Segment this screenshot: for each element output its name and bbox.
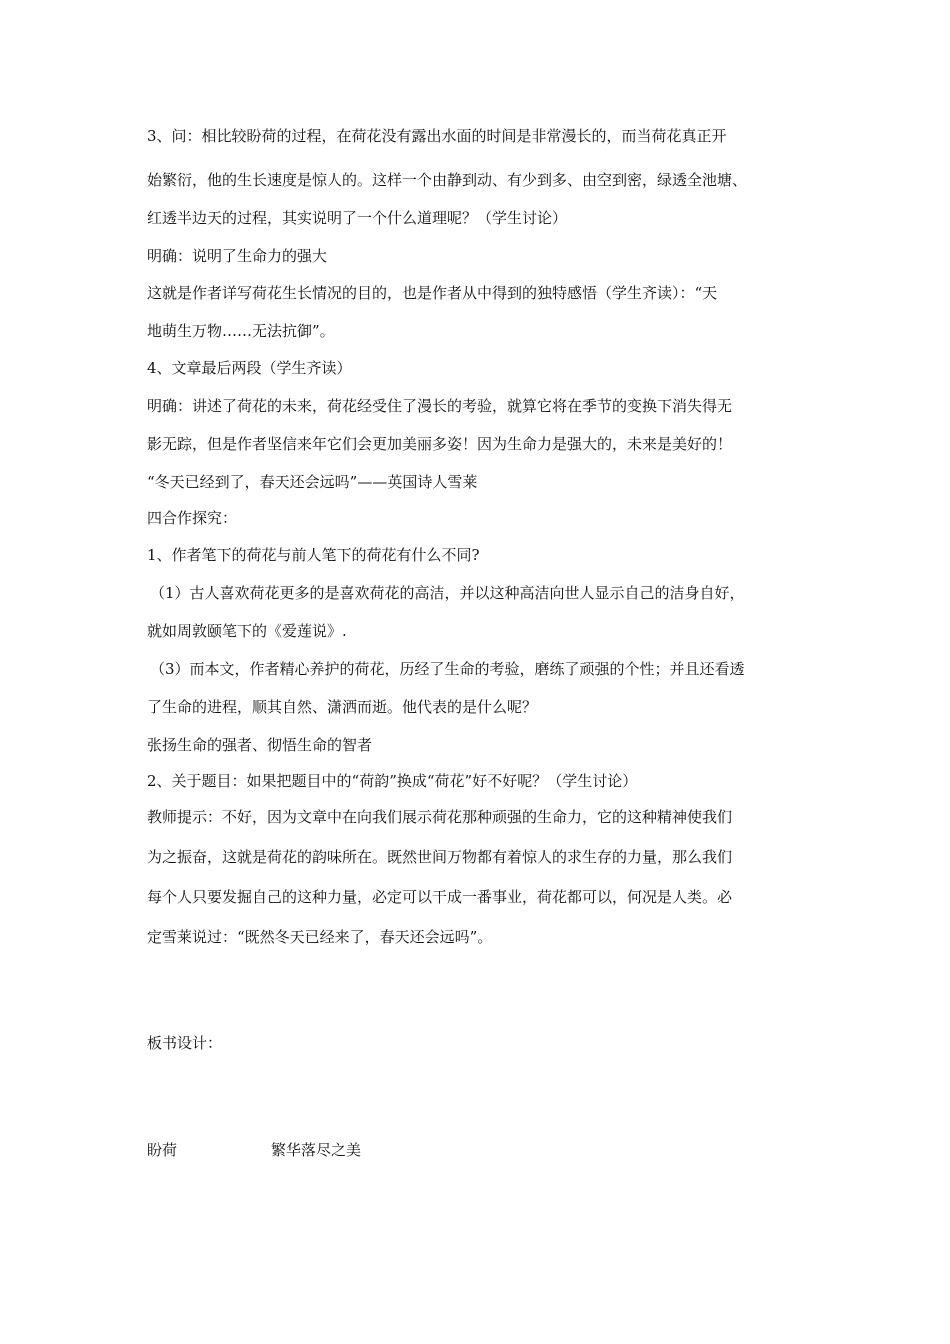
- section-heading: 四合作探究：: [147, 509, 238, 527]
- paragraph-line: （3）而本文，作者精心养护的荷花，历经了生命的考验，磨练了顽强的个性；并且还看透: [150, 660, 745, 678]
- paragraph-line: （1）古人喜欢荷花更多的是喜欢荷花的高洁，并以这种高洁向世人显示自己的洁身自好，: [150, 584, 745, 602]
- paragraph-line: 始繁衍，他的生长速度是惊人的。这样一个由静到动、有少到多、由空到密，绿透全池塘、: [147, 171, 748, 189]
- paragraph-line: 4、文章最后两段（学生齐读）: [147, 359, 352, 377]
- paragraph-line: 1、作者笔下的荷花与前人笔下的荷花有什么不同?: [147, 546, 480, 564]
- paragraph-line: 明确：讲述了荷花的未来，荷花经受住了漫长的考验，就算它将在季节的变换下消失得无: [147, 397, 733, 415]
- paragraph-line: 教师提示：不好，因为文章中在向我们展示荷花那种顽强的生命力，它的这种精神使我们: [147, 808, 733, 826]
- paragraph-line: 每个人只要发掘自己的这种力量，必定可以干成一番事业，荷花都可以，何况是人类。必: [147, 888, 733, 906]
- paragraph-line: 影无踪，但是作者坚信来年它们会更加美丽多姿！因为生命力是强大的，未来是美好的！: [147, 435, 733, 453]
- paragraph-line: 张扬生命的强者、彻悟生命的智者: [147, 736, 373, 754]
- paragraph-line: 2、关于题目：如果把题目中的“荷韵”换成“荷花”好不好呢？（学生讨论）: [147, 772, 638, 790]
- paragraph-line: 了生命的进程，顺其自然、潇洒而逝。他代表的是什么呢？: [147, 698, 538, 716]
- paragraph-line: 为之振奋，这就是荷花的韵味所在。既然世间万物都有着惊人的求生存的力量，那么我们: [147, 848, 733, 866]
- paragraph-line: 明确：说明了生命力的强大: [147, 247, 328, 265]
- paragraph-line: 红透半边天的过程，其实说明了一个什么道理呢？（学生讨论）: [147, 209, 568, 227]
- board-right-text: 繁华落尽之美: [271, 1141, 362, 1159]
- paragraph-line: “冬天已经到了，春天还会远吗”——英国诗人雪莱: [147, 473, 478, 491]
- paragraph-line: 定雪莱说过：“既然冬天已经来了，春天还会远吗”。: [147, 928, 493, 946]
- paragraph-line: 这就是作者详写荷花生长情况的目的，也是作者从中得到的独特感悟（学生齐读）：“天: [147, 284, 718, 302]
- board-design-heading: 板书设计：: [147, 1034, 223, 1052]
- paragraph-line: 就如周敦颐笔下的《爱莲说》.: [147, 622, 347, 640]
- board-left-text: 盼荷: [147, 1141, 178, 1159]
- paragraph-line: 地萌生万物……无法抗御”。: [147, 322, 335, 340]
- paragraph-line: 3、问：相比较盼荷的过程，在荷花没有露出水面的时间是非常漫长的，而当荷花真正开: [147, 127, 727, 145]
